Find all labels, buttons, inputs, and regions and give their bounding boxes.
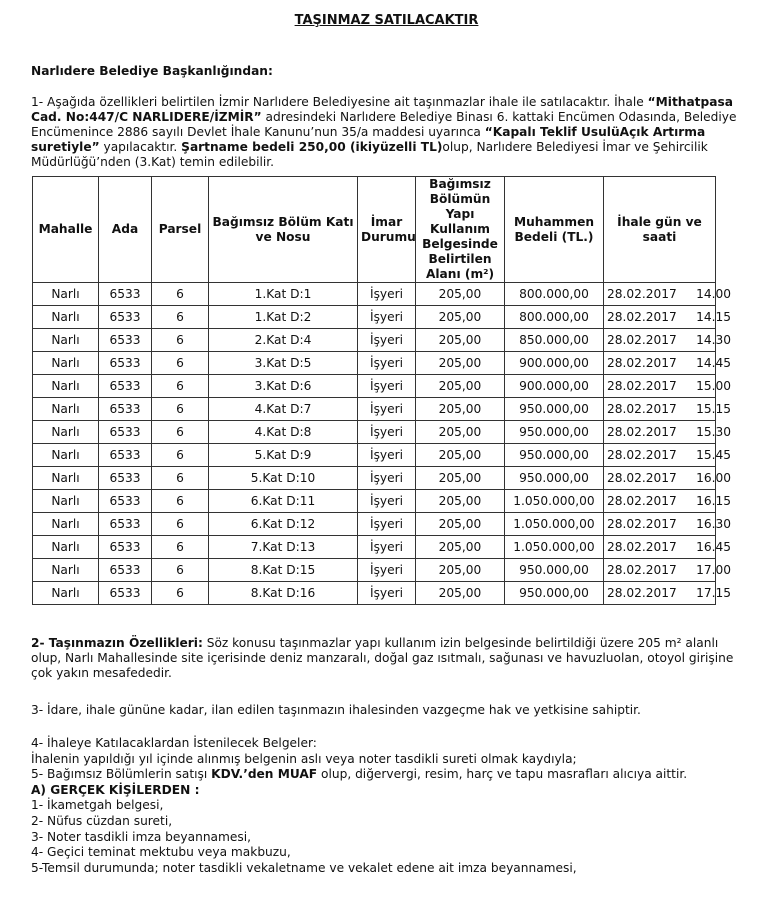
cell-mahalle: Narlı: [33, 467, 99, 490]
cell-imar-durumu: İşyeri: [358, 513, 416, 536]
cell-ada: 6533: [99, 582, 152, 605]
cell-parsel: 6: [152, 490, 209, 513]
table-header-row: [33, 177, 716, 283]
cell-imar-durumu: İşyeri: [358, 467, 416, 490]
para1-text-d: olup, Narlıdere Belediyesi İmar ve Şehircilik Müdürlüğü’nden (3.Kat) temin edilebilir.: [31, 140, 708, 169]
cell-parsel: 6: [152, 306, 209, 329]
para5-suffix: olup, diğervergi, resim, harç ve tapu masrafları alıcıya aittir.: [317, 767, 688, 782]
issuer-heading: Narlıdere Belediye Başkanlığından:: [31, 64, 273, 78]
cell-imar-durumu: İşyeri: [358, 375, 416, 398]
cell-muhammen-bedel: 950.000,00: [505, 444, 604, 467]
cell-ada: 6533: [99, 421, 152, 444]
cell-alan: 205,00: [416, 421, 505, 444]
cell-ada: 6533: [99, 375, 152, 398]
cell-ihale-gun-saat: 28.02.2017 16.30: [604, 513, 716, 536]
cell-parsel: 6: [152, 283, 209, 306]
cell-ihale-gun-saat: 28.02.2017 17.15: [604, 582, 716, 605]
cell-muhammen-bedel: 800.000,00: [505, 306, 604, 329]
para1-method: “Kapalı Teklif UsulüAçık Artırma suretiyle”: [31, 125, 706, 154]
cell-imar-durumu: İşyeri: [358, 283, 416, 306]
table-row: [33, 490, 716, 513]
col-header-ihale-gun-saat: İhale gün ve saati: [604, 177, 716, 283]
page-title: TAŞINMAZ SATILACAKTIR: [294, 13, 479, 28]
cell-bagimsiz-bolum: 1.Kat D:2: [209, 306, 358, 329]
cell-imar-durumu: İşyeri: [358, 582, 416, 605]
cell-imar-durumu: İşyeri: [358, 559, 416, 582]
cell-mahalle: Narlı: [33, 352, 99, 375]
cell-imar-durumu: İşyeri: [358, 306, 416, 329]
cell-parsel: 6: [152, 352, 209, 375]
cell-ihale-gun-saat: 28.02.2017 14.00: [604, 283, 716, 306]
cell-ihale-gun-saat: 28.02.2017 14.30: [604, 329, 716, 352]
para2-label: 2- Taşınmazın Özellikleri:: [31, 636, 203, 650]
list-item: 5-Temsil durumunda; noter tasdikli vekaletname ve vekalet edene ait imza beyannamesi,: [31, 860, 577, 875]
cell-ada: 6533: [99, 398, 152, 421]
cell-bagimsiz-bolum: 2.Kat D:4: [209, 329, 358, 352]
cell-imar-durumu: İşyeri: [358, 536, 416, 559]
cell-ada: 6533: [99, 559, 152, 582]
cell-alan: 205,00: [416, 490, 505, 513]
cell-parsel: 6: [152, 582, 209, 605]
cell-alan: 205,00: [416, 513, 505, 536]
cell-muhammen-bedel: 1.050.000,00: [505, 490, 604, 513]
cell-bagimsiz-bolum: 5.Kat D:9: [209, 444, 358, 467]
table-row: [33, 375, 716, 398]
table-row: [33, 352, 716, 375]
cell-ada: 6533: [99, 306, 152, 329]
para5-prefix: 5- Bağımsız Bölümlerin satışı: [31, 767, 212, 782]
cell-ihale-gun-saat: 28.02.2017 16.45: [604, 536, 716, 559]
cell-ada: 6533: [99, 490, 152, 513]
paragraph-2: [31, 636, 746, 681]
cell-ihale-gun-saat: 28.02.2017 15.30: [604, 421, 716, 444]
table-row: [33, 513, 716, 536]
cell-bagimsiz-bolum: 6.Kat D:12: [209, 513, 358, 536]
cell-parsel: 6: [152, 536, 209, 559]
table-row: [33, 536, 716, 559]
section-a-heading: A) GERÇEK KİŞİLERDEN :: [31, 782, 200, 797]
cell-ihale-gun-saat: 28.02.2017 17.00: [604, 559, 716, 582]
cell-bagimsiz-bolum: 8.Kat D:15: [209, 559, 358, 582]
cell-muhammen-bedel: 950.000,00: [505, 559, 604, 582]
cell-ihale-gun-saat: 28.02.2017 14.45: [604, 352, 716, 375]
col-header-bagimsiz-bolum: Bağımsız Bölüm Katı ve Nosu: [209, 177, 358, 283]
cell-parsel: 6: [152, 444, 209, 467]
cell-mahalle: Narlı: [33, 398, 99, 421]
para1-text-a: Aşağıda özellikleri belirtilen İzmir Narlıdere Belediyesine ait taşınmazlar ihale ile satılacaktır. İhale: [47, 95, 648, 109]
cell-parsel: 6: [152, 375, 209, 398]
cell-ada: 6533: [99, 467, 152, 490]
para5-bold: KDV.’den MUAF: [211, 767, 318, 782]
cell-ada: 6533: [99, 329, 152, 352]
paragraph-3: 3- İdare, ihale gününe kadar, ilan edilen taşınmazın ihalesinden vazgeçme hak ve yetkisine sahiptir.: [31, 703, 641, 717]
cell-ada: 6533: [99, 444, 152, 467]
cell-alan: 205,00: [416, 582, 505, 605]
cell-muhammen-bedel: 800.000,00: [505, 283, 604, 306]
cell-alan: 205,00: [416, 536, 505, 559]
cell-parsel: 6: [152, 513, 209, 536]
property-table: [32, 176, 732, 605]
para1-text-c: yapılacaktır.: [99, 140, 182, 154]
cell-imar-durumu: İşyeri: [358, 421, 416, 444]
cell-imar-durumu: İşyeri: [358, 352, 416, 375]
cell-ada: 6533: [99, 283, 152, 306]
cell-parsel: 6: [152, 559, 209, 582]
cell-muhammen-bedel: 1.050.000,00: [505, 536, 604, 559]
cell-muhammen-bedel: 950.000,00: [505, 582, 604, 605]
cell-ada: 6533: [99, 352, 152, 375]
cell-alan: 205,00: [416, 444, 505, 467]
cell-bagimsiz-bolum: 7.Kat D:13: [209, 536, 358, 559]
col-header-alan: Bağımsız Bölümün Yapı Kullanım Belgesinde Belirtilen Alanı (m²): [416, 177, 505, 283]
cell-bagimsiz-bolum: 1.Kat D:1: [209, 283, 358, 306]
cell-alan: 205,00: [416, 283, 505, 306]
list-item: 3- Noter tasdikli imza beyannamesi,: [31, 829, 251, 844]
table-row: [33, 559, 716, 582]
cell-bagimsiz-bolum: 6.Kat D:11: [209, 490, 358, 513]
cell-ihale-gun-saat: 28.02.2017 16.15: [604, 490, 716, 513]
para1-address: “Mithatpasa Cad. No:447/C NARLIDERE/İZMİR”: [31, 95, 733, 124]
para4-title: 4- İhaleye Katılacaklardan İstenilecek Belgeler:: [31, 736, 317, 750]
cell-mahalle: Narlı: [33, 329, 99, 352]
cell-alan: 205,00: [416, 398, 505, 421]
cell-ihale-gun-saat: 28.02.2017 15.00: [604, 375, 716, 398]
cell-muhammen-bedel: 900.000,00: [505, 352, 604, 375]
cell-mahalle: Narlı: [33, 582, 99, 605]
cell-mahalle: Narlı: [33, 421, 99, 444]
cell-bagimsiz-bolum: 3.Kat D:5: [209, 352, 358, 375]
cell-alan: 205,00: [416, 559, 505, 582]
cell-mahalle: Narlı: [33, 559, 99, 582]
table-row: [33, 582, 716, 605]
cell-muhammen-bedel: 950.000,00: [505, 398, 604, 421]
table-row: [33, 421, 716, 444]
table-row: [33, 306, 716, 329]
cell-ihale-gun-saat: 28.02.2017 15.15: [604, 398, 716, 421]
cell-alan: 205,00: [416, 467, 505, 490]
cell-bagimsiz-bolum: 8.Kat D:16: [209, 582, 358, 605]
cell-parsel: 6: [152, 329, 209, 352]
para4-condition: İhalenin yapıldığı yıl içinde alınmış belgenin aslı veya noter tasdikli sureti olmak kaydıyla;: [31, 751, 577, 766]
cell-alan: 205,00: [416, 306, 505, 329]
cell-ihale-gun-saat: 28.02.2017 16.00: [604, 467, 716, 490]
cell-parsel: 6: [152, 467, 209, 490]
col-header-parsel: Parsel: [152, 177, 209, 283]
cell-mahalle: Narlı: [33, 513, 99, 536]
cell-mahalle: Narlı: [33, 306, 99, 329]
cell-imar-durumu: İşyeri: [358, 398, 416, 421]
cell-ihale-gun-saat: 28.02.2017 14.15: [604, 306, 716, 329]
col-header-muhammen-bedel: Muhammen Bedeli (TL.): [505, 177, 604, 283]
cell-imar-durumu: İşyeri: [358, 490, 416, 513]
para1-text-b: adresindeki Narlıdere Belediye Binası 6. kattaki Encümen Odasında, Belediye Encümenince 2886 sayılı Devlet İhale Kanunu’nun 35/a maddesi uyarınca: [31, 110, 737, 139]
documents-section: [31, 736, 687, 876]
paragraph-1: [31, 95, 751, 170]
cell-imar-durumu: İşyeri: [358, 329, 416, 352]
cell-mahalle: Narlı: [33, 375, 99, 398]
cell-parsel: 6: [152, 421, 209, 444]
list-item: 2- Nüfus cüzdan sureti,: [31, 813, 173, 828]
col-header-imar-durumu: İmar Durumu: [358, 177, 416, 283]
list-item: 4- Geçici teminat mektubu veya makbuzu,: [31, 845, 291, 860]
para1-prefix: 1-: [31, 95, 48, 109]
cell-ada: 6533: [99, 513, 152, 536]
table-row: [33, 444, 716, 467]
list-item: 1- İkametgah belgesi,: [31, 798, 164, 813]
cell-mahalle: Narlı: [33, 283, 99, 306]
cell-mahalle: Narlı: [33, 444, 99, 467]
cell-muhammen-bedel: 950.000,00: [505, 421, 604, 444]
cell-bagimsiz-bolum: 5.Kat D:10: [209, 467, 358, 490]
cell-ihale-gun-saat: 28.02.2017 15.45: [604, 444, 716, 467]
cell-parsel: 6: [152, 398, 209, 421]
cell-muhammen-bedel: 900.000,00: [505, 375, 604, 398]
cell-muhammen-bedel: 950.000,00: [505, 467, 604, 490]
cell-muhammen-bedel: 850.000,00: [505, 329, 604, 352]
cell-bagimsiz-bolum: 3.Kat D:6: [209, 375, 358, 398]
cell-alan: 205,00: [416, 375, 505, 398]
cell-bagimsiz-bolum: 4.Kat D:8: [209, 421, 358, 444]
table-row: [33, 398, 716, 421]
cell-ada: 6533: [99, 536, 152, 559]
paragraph-5: [31, 767, 687, 783]
cell-bagimsiz-bolum: 4.Kat D:7: [209, 398, 358, 421]
cell-alan: 205,00: [416, 352, 505, 375]
cell-imar-durumu: İşyeri: [358, 444, 416, 467]
cell-alan: 205,00: [416, 329, 505, 352]
para2-text: Söz konusu taşınmazlar yapı kullanım izin belgesinde belirtildiği üzere 205 m² alanlı olup, Narlı Mahallesinde site içerisinde deniz manzaralı, doğal gaz ısıtmalı, sağunası ve havuzluolan, otoyol girişine çok yakın mesafededir.: [31, 636, 734, 680]
cell-mahalle: Narlı: [33, 490, 99, 513]
para1-fee: Şartname bedeli 250,00 (ikiyüzelli TL): [181, 140, 443, 154]
table-row: [33, 467, 716, 490]
cell-mahalle: Narlı: [33, 536, 99, 559]
col-header-mahalle: Mahalle: [33, 177, 99, 283]
cell-muhammen-bedel: 1.050.000,00: [505, 513, 604, 536]
table-row: [33, 283, 716, 306]
col-header-ada: Ada: [99, 177, 152, 283]
table-row: [33, 329, 716, 352]
